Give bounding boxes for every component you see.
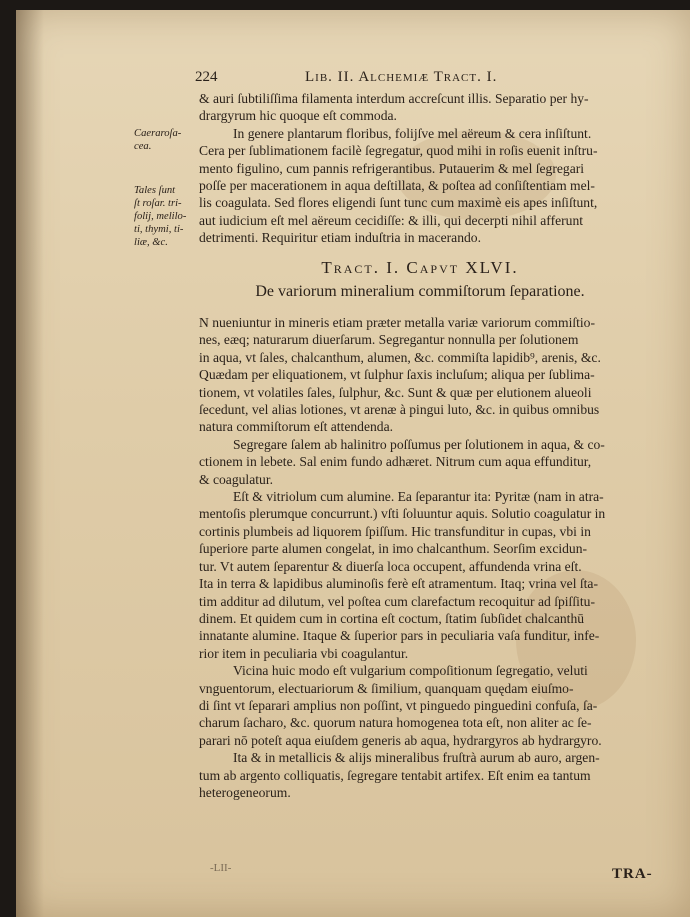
- chapter-heading: Tract. I. Capvt XLVI.: [321, 258, 519, 277]
- text-line: heterogeneorum.: [199, 784, 291, 800]
- text-line: & coagulatur.: [199, 471, 273, 487]
- text-line: tionem, vt volatiles ſales, ſulphur, &c. Sunt & quæ per elutionem alueoli: [199, 384, 592, 400]
- text-block-chapter: [199, 314, 643, 801]
- text-line: aut iudicium eſt mel aëreum cecidiſſe: & illi, qui decerpti nihil afferunt: [199, 212, 584, 228]
- text-line: charum ſacharo, &c. quorum natura homogenea tota eſt, non aliter ac ſe-: [199, 715, 592, 731]
- chapter-subtitle: De variorum mineralium commiſtorum ſeparatione.: [255, 283, 585, 300]
- text-line: in aqua, vt ſales, chalcanthum, alumen, &c. commiſta lapidib⁹, arenis, &c.: [199, 349, 601, 365]
- text-line: mentoſis plerumque concurrunt.) vſti ſoluuntur aquis. Solutio coagulatur in: [199, 506, 606, 522]
- text-line: poſſe per macerationem in aqua deſtillata, & poſtea ad conſiſtentiam mel-: [199, 178, 595, 194]
- text-line: mento figulino, cum pannis refrigerantibus. Putauerim & mel ſegregari: [199, 160, 585, 176]
- text-line: lis coagulata. Sed flores eligendi ſunt tunc cum maximè eis apes inſiſtunt,: [199, 195, 598, 211]
- text-line: N nueniuntur in mineris etiam præter metalla variæ variorum commiſtio-: [199, 315, 596, 330]
- text-line: & auri ſubtiliſſima filamenta interdum accreſcunt illis. Separatio per hy-: [199, 91, 589, 106]
- signature-mark: -LII-: [210, 862, 232, 874]
- text-line: In genere plantarum floribus, folijſve mel aëreum & cera inſiſtunt.: [233, 125, 592, 141]
- margin-note-tales: Tales ſunt ſt roſar. tri- folij, melilo- ti, thymi, ti- liæ, &c.: [134, 185, 187, 248]
- text-line: parari nō poteſt aqua eiuſdem generis ab aqua, hydrargyros ab hydrargyro.: [199, 732, 602, 748]
- text-line: Eſt & vitriolum cum alumine. Ea ſeparantur ita: Pyritæ (nam in atra-: [233, 489, 604, 505]
- margin-note-cera: Caeraroſa- cea.: [134, 128, 182, 152]
- text-line: Vicina huic modo eſt vulgarium compoſitionum ſegregatio, veluti: [233, 663, 588, 679]
- text-line: ſecedunt, vel alias lotiones, vt arenæ à pingui luto, &c. in quibus omnibus: [199, 402, 600, 418]
- text-line: cortinis plumbeis ad liquorem ſpiſſum. Hic transfunditur in cupas, vbi in: [199, 523, 591, 539]
- text-block-intro: [199, 90, 643, 247]
- text-line: tur. Vt autem ſeparentur & diuerſa loca occupent, affundenda vrina eſt.: [199, 558, 582, 574]
- text-line: tim additur ad dilutum, vel poſtea cum clarefactum recoquitur ad ſpiſſitu-: [199, 593, 595, 609]
- text-line: vnguentorum, electuariorum & ſimilium, quanquam quędam eiuſmo-: [199, 680, 574, 696]
- running-title: Lib. II. Alchemiæ Tract. I.: [305, 69, 498, 85]
- text-line: Quædam per eliquationem, vt ſulphur ſaxis incluſum; aliqua per ſublima-: [199, 367, 595, 383]
- text-line: drargyrum hic quoque eſt commoda.: [199, 108, 397, 124]
- page-spine-shadow: [16, 10, 44, 917]
- text-line: Cera per ſublimationem facilè ſegregatur, quod mihi in roſis euenit inſtru-: [199, 143, 598, 159]
- text-line: Segregare ſalem ab halinitro poſſumus per ſolutionem in aqua, & co-: [233, 436, 605, 452]
- catchword: TRA-: [612, 866, 653, 882]
- text-line: di ſint vt ſeparari amplius non poſſint, vt pinguedo pinguedini confuſa, ſa-: [199, 697, 598, 713]
- text-line: natura commiſtorum eſt attendenda.: [199, 419, 394, 435]
- page-number: 224: [195, 69, 218, 85]
- text-line: Ita in terra & lapidibus aluminoſis ferè eſt atramentum. Itaq; vrina vel ſta-: [199, 576, 598, 592]
- text-line: innatante alumine. Itaque & ſuperior pars in peculiaria vaſa funditur, infe-: [199, 628, 600, 644]
- running-head: [195, 69, 635, 86]
- text-line: detrimenti. Requiritur etiam induſtria in macerando.: [199, 230, 481, 246]
- text-line: rior item in peculiaria vbi coagulantur.: [199, 645, 409, 661]
- text-line: ctionem in lebete. Sal enim fundo adhæret. Nitrum cum aqua effunditur,: [199, 454, 592, 470]
- text-line: tum ab argento colliquatis, ſegregare tentabit artifex. Eſt enim ea tantum: [199, 767, 591, 783]
- text-line: dinem. Et quidem cum in cortina eſt coctum, ſtatim ſubſidet chalcanthū: [199, 610, 585, 626]
- text-line: ſuperiore parte alumen congelat, in imo chalcanthum. Seorſim excidun-: [199, 541, 588, 557]
- text-line: Ita & in metallicis & alijs mineralibus fruſtrà aurum ab auro, argen-: [233, 750, 600, 766]
- text-line: nes, eæq; naturarum diuerſarum. Segregantur nonnulla per ſolutionem: [199, 332, 579, 348]
